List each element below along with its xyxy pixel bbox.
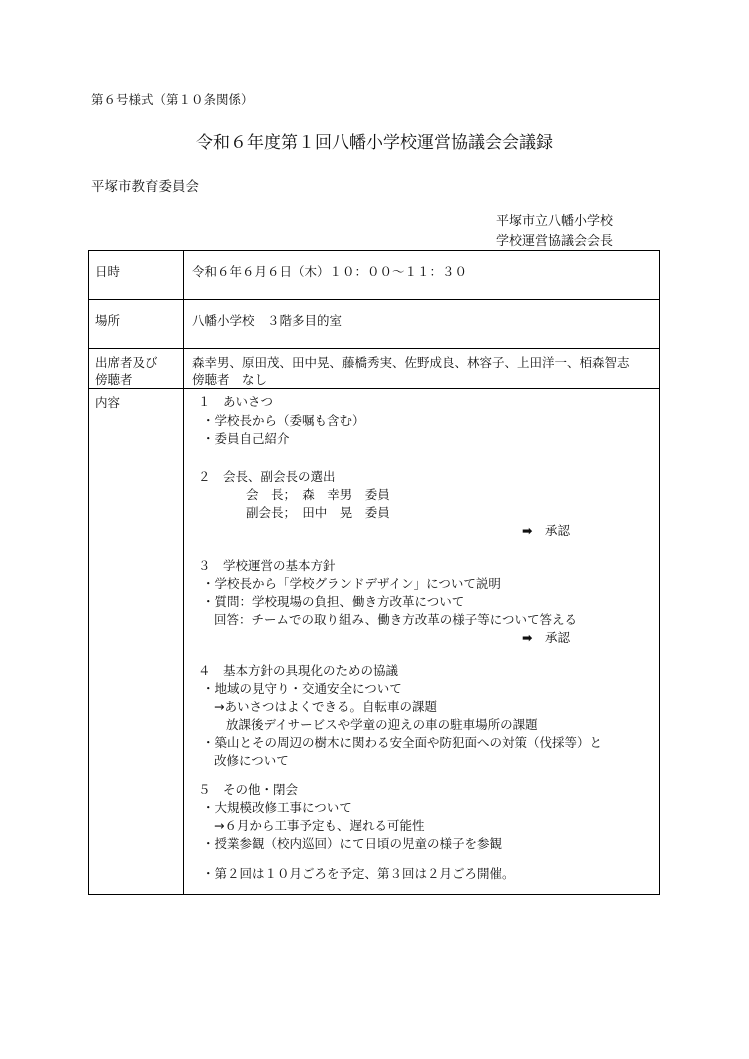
section-5-item: ・大規模改修工事について: [202, 800, 352, 815]
attendees-value: [184, 349, 660, 389]
section-4-item: ・地域の見守り・交通安全について: [202, 681, 402, 696]
section-2-title: ２ 会長、副会長の選出: [198, 469, 336, 484]
section-1-title: １ あいさつ: [198, 394, 274, 409]
result-label: 承認: [545, 523, 571, 538]
section-4-item: 放課後デイサービスや学童の迎えの車の駐車場所の課題: [226, 717, 538, 732]
section-3-item: 回答：チームでの取り組み、働き方改革の様子等について答える: [214, 612, 578, 627]
content-label: 内容: [89, 389, 184, 895]
section-3-title: ３ 学校運営の基本方針: [198, 558, 336, 573]
section-1-item: ・学校長から（委嘱も含む）: [202, 413, 365, 428]
attendees-label: [89, 349, 184, 389]
right-arrow-icon: ➡: [522, 523, 533, 538]
form-number: 第６号様式（第１０条関係）: [91, 92, 254, 107]
date-label: 日時: [89, 251, 184, 300]
attendees-label-line2: 傍聴者: [95, 372, 133, 387]
table-row-content: [89, 389, 660, 895]
observers-value: 傍聴者 なし: [192, 372, 268, 387]
section-2-chair: 会 長； 森 幸男 委員: [246, 487, 390, 502]
table-row-attendees: [89, 349, 660, 389]
section-4-item: ・築山とその周辺の樹木に関わる安全面や防犯面への対策（伐採等）と: [202, 735, 603, 750]
section-3-item: ・質問：学校現場の負担、働き方改革について: [202, 594, 465, 609]
result-label: 承認: [545, 630, 571, 645]
section-4-item: 改修について: [214, 753, 289, 768]
right-arrow-icon: ➡: [522, 630, 533, 645]
place-value: 八幡小学校 ３階多目的室: [184, 300, 660, 349]
table-row-date: [89, 251, 660, 300]
section-4-title: ４ 基本方針の具現化のための協議: [198, 663, 399, 678]
section-1-item: ・委員自己紹介: [202, 431, 290, 446]
document-title: 令和６年度第１回八幡小学校運営協議会会議録: [196, 133, 553, 153]
issuer-title: 学校運営協議会会長: [496, 234, 614, 249]
section-5-item: ・授業参観（校内巡回）にて日頃の児童の様子を参観: [202, 836, 503, 851]
section-3-item: ・学校長から「学校グランドデザイン」について説明: [202, 576, 501, 591]
organization-name: 平塚市教育委員会: [91, 179, 199, 195]
section-5-item: →６月から工事予定も、遅れる可能性: [214, 818, 425, 833]
content-value: [184, 389, 660, 895]
table-row-place: [89, 300, 660, 349]
minutes-table: [88, 250, 660, 895]
date-value: 令和６年６月６日（木）１０：００～１１：３０: [184, 251, 660, 300]
section-3-result: [522, 629, 570, 646]
section-5-item: ・第２回は１０月ごろを予定、第３回は２月ごろ開催。: [202, 866, 515, 881]
section-2-result: [522, 522, 570, 539]
section-2-vice-chair: 副会長； 田中 晃 委員: [246, 505, 390, 520]
issuer-school: 平塚市立八幡小学校: [496, 214, 614, 229]
place-label: 場所: [89, 300, 184, 349]
section-5-title: ５ その他・閉会: [198, 782, 299, 797]
attendees-list: 森幸男、原田茂、田中晃、藤橋秀実、佐野成良、林容子、上田洋一、栢森智志: [192, 355, 630, 370]
section-4-item: →あいさつはよくできる。自転車の課題: [214, 699, 437, 714]
attendees-label-line1: 出席者及び: [95, 355, 158, 370]
